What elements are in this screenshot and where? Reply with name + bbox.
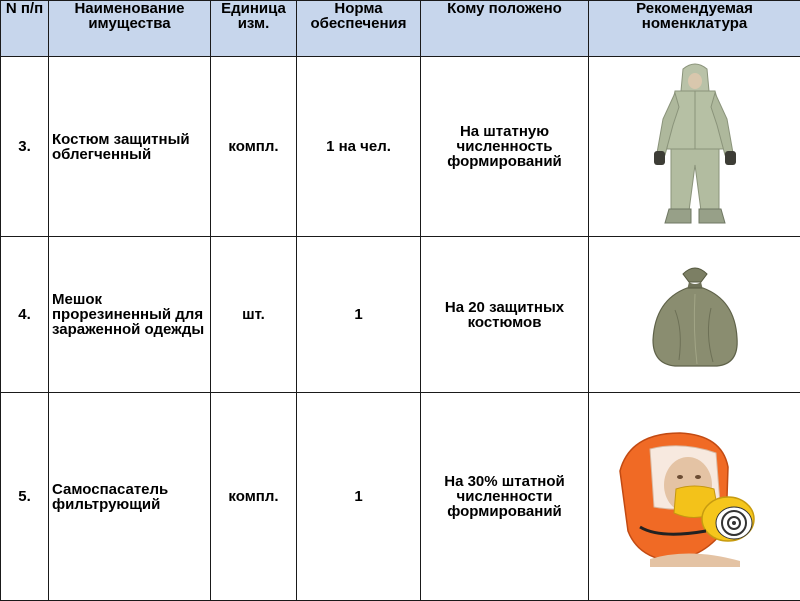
header-name: Наименование имущества: [49, 1, 211, 57]
header-norm: Норма обеспечения: [297, 1, 421, 57]
row-image-cell: [589, 393, 800, 601]
row-image-cell: [589, 57, 800, 237]
table-header-row: [1, 1, 800, 57]
row-who: На штатную численность формирований: [421, 57, 589, 237]
header-who: Кому положено: [421, 1, 589, 57]
row-image-cell: [589, 237, 800, 393]
row-who: На 30% штатной численности формирований: [421, 393, 589, 601]
table-row: [1, 393, 800, 601]
table-row: [1, 237, 800, 393]
row-unit: шт.: [211, 237, 297, 393]
filtering-self-rescuer-image: [610, 427, 780, 567]
row-name: Мешок прорезиненный для зараженной одежды: [49, 237, 211, 393]
row-who: На 20 защитных костюмов: [421, 237, 589, 393]
header-num: N п/п: [1, 1, 49, 57]
row-norm: 1: [297, 393, 421, 601]
row-norm: 1: [297, 237, 421, 393]
header-nomenclature: Рекомендуемая номенклатура: [589, 1, 800, 57]
row-name: Костюм защитный облегченный: [49, 57, 211, 237]
row-name: Самоспасатель фильтрующий: [49, 393, 211, 601]
protective-suit-image: [645, 61, 745, 233]
rubberized-bag-image: [645, 260, 745, 370]
header-unit: Единица изм.: [211, 1, 297, 57]
row-unit: компл.: [211, 393, 297, 601]
row-num: 3.: [1, 57, 49, 237]
table-row: [1, 57, 800, 237]
row-num: 5.: [1, 393, 49, 601]
row-num: 4.: [1, 237, 49, 393]
row-norm: 1 на чел.: [297, 57, 421, 237]
row-unit: компл.: [211, 57, 297, 237]
